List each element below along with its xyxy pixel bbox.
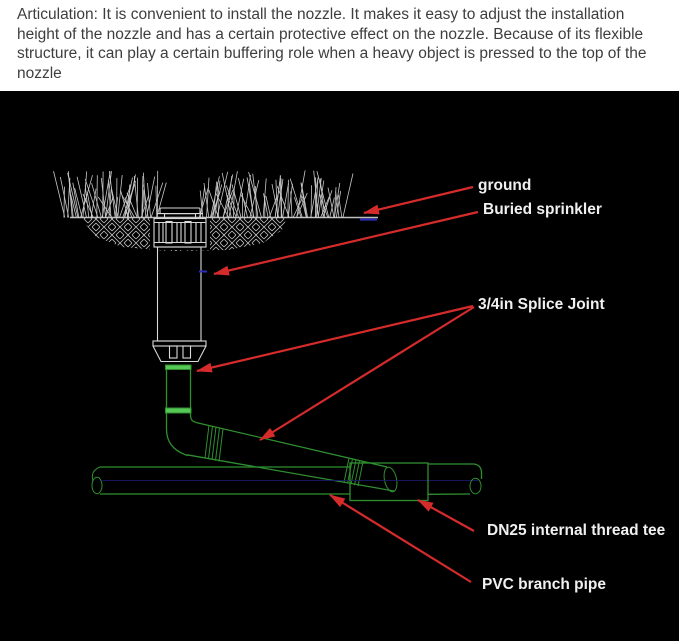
label-buried-sprinkler: Buried sprinkler [483, 201, 602, 218]
arrow-splice-joint-upper-icon [197, 306, 473, 371]
ground-blue-mark [360, 219, 377, 221]
angled-pipe [187, 423, 399, 493]
description-text: Articulation: It is convenient to install the nozzle. It makes it easy to adjust the installation height of the nozzle and has a certain protective effect on the nozzle. Because of its flexible structure, it can play a certain buffering role when a heavy object is pressed to the top of the nozzle [17, 5, 669, 83]
thread-band-upper [205, 425, 223, 462]
description-panel [0, 0, 679, 91]
branch-pipe [92, 463, 482, 501]
label-splice-joint: 3/4in Splice Joint [478, 296, 605, 313]
sprinkler-diagram [0, 91, 679, 636]
elbow-coupling-band [166, 408, 192, 413]
body-blue-mark [199, 271, 207, 273]
arrow-branch-pipe-icon [330, 495, 471, 582]
riser-and-elbow [166, 365, 197, 456]
elbow-outer [167, 429, 189, 456]
label-ground: ground [478, 177, 531, 194]
grass [54, 171, 354, 218]
elbow-inner [191, 416, 197, 423]
arrow-tee-icon [418, 500, 474, 531]
label-branch-pipe: PVC branch pipe [482, 576, 606, 593]
sprinkler-diagram-panel [0, 91, 679, 636]
pipe-left-end [92, 477, 102, 493]
thread-band-lower [344, 458, 363, 486]
label-tee: DN25 internal thread tee [487, 522, 666, 539]
arrow-splice-joint-lower-icon [260, 307, 474, 440]
labels [478, 177, 666, 593]
splice-joint-band [166, 365, 192, 370]
arrow-ground-icon [364, 187, 473, 213]
